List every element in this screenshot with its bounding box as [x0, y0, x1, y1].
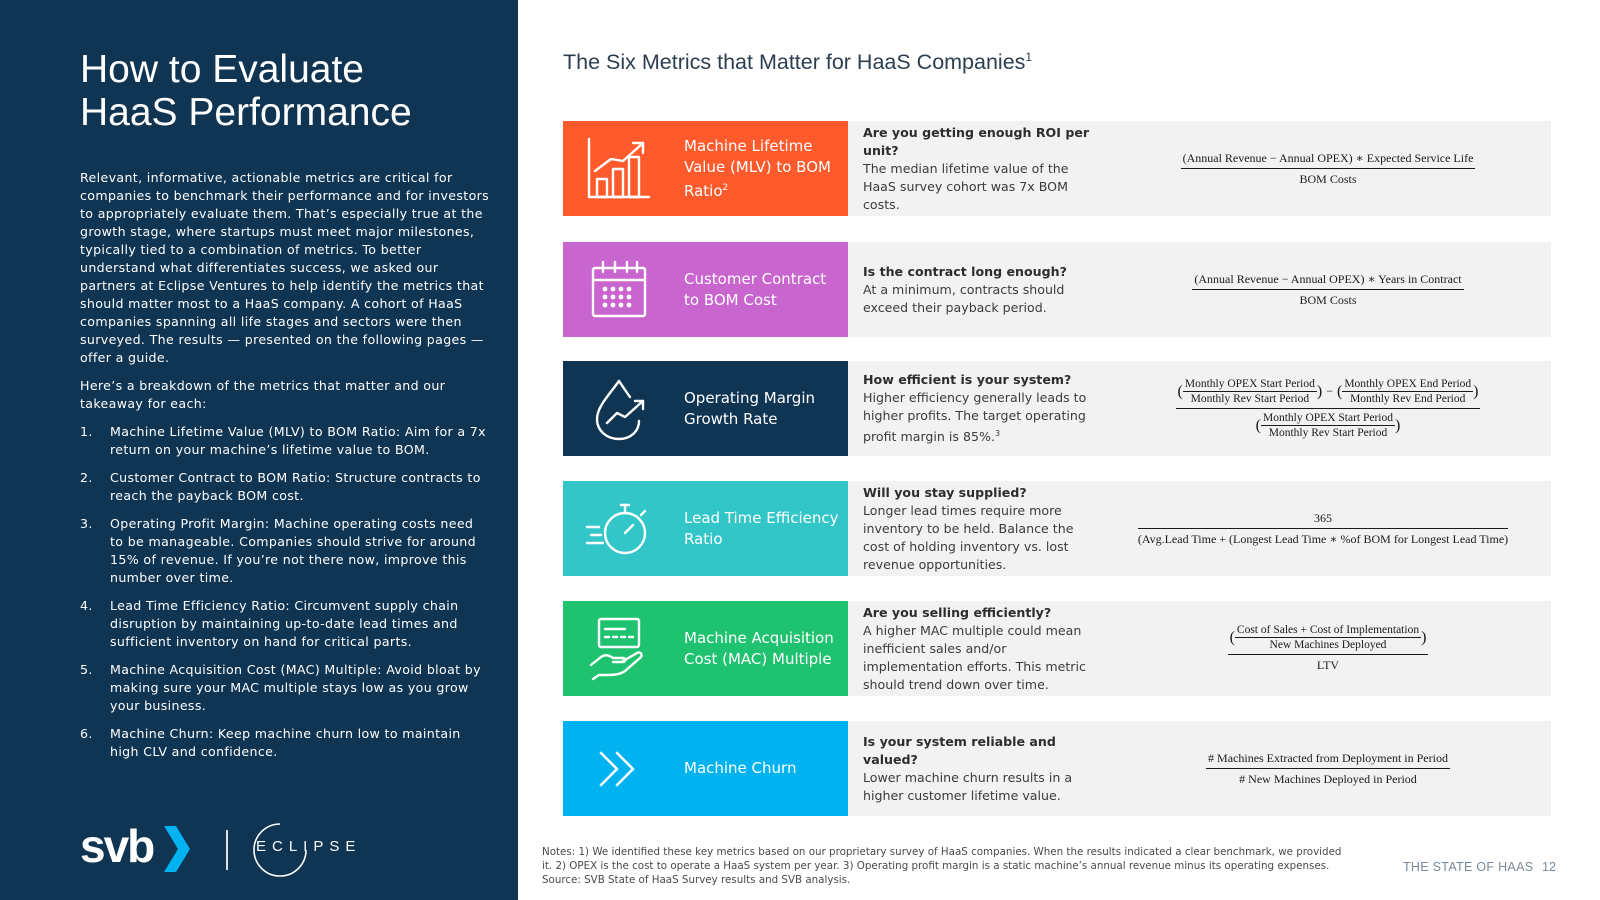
- formula-term: Monthly Rev Start Period: [1268, 426, 1388, 439]
- formula-operator: −: [1326, 384, 1333, 398]
- formula-term: Monthly Rev End Period: [1350, 392, 1466, 405]
- page-heading-line1: How to Evaluate: [80, 48, 364, 91]
- formula-denominator: # New Machines Deployed in Period: [1239, 771, 1417, 786]
- metric-question: Are you getting enough ROI per unit?: [863, 124, 1090, 158]
- formula-numerator: (Annual Revenue − Annual OPEX) ∗ Expected Service Life: [1181, 151, 1476, 169]
- hand-card-icon: [585, 615, 653, 683]
- metric-body: [848, 481, 1551, 576]
- list-text: Operating Profit Margin: Machine operating costs need to be manageable. Companies should strive for around 15% of revenue. If you’re not there now, improve this number over time.: [110, 516, 476, 585]
- footnote-ref: 2: [722, 182, 729, 193]
- list-item: [80, 597, 490, 651]
- page-number: 12: [1542, 860, 1556, 874]
- list-number: 6.: [80, 726, 93, 741]
- metric-formula: ( $\frac{\text{Cost of Sales + Cost of Implementation}}{\text{New Machines Deployed}}$ ) LTV: [1229, 624, 1427, 672]
- logo-divider: [226, 830, 228, 870]
- metric-label: Machine Acquisition Cost (MAC) Multiple: [684, 628, 834, 668]
- metric-formula: ( $\frac{\text{Monthly OPEX Start Period}}{\text{Monthly Rev Start Period}}$ ) − ( $\frac{\text{Monthly OPEX End Period}}{\text{Monthly Rev End Period}}$ ) ( $\frac{\text{Monthly OPEX Start Period}}{\text{Monthly Rev Start Period}}$ ): [1177, 377, 1479, 439]
- metric-tile: [563, 121, 848, 216]
- list-number: 1.: [80, 424, 93, 439]
- metric-question-block: [863, 481, 1103, 576]
- metrics-title-text: The Six Metrics that Matter for HaaS Companies: [563, 50, 1026, 75]
- metric-question-block: [863, 361, 1103, 456]
- bar-chart-growth-icon: [585, 135, 653, 203]
- formula-denominator: (Avg.Lead Time + (Longest Lead Time ∗ %of BOM for Longest Lead Time): [1137, 531, 1509, 546]
- footnotes: [542, 845, 1382, 887]
- footnote-line: it. 2) OPEX is the cost to operate a HaaS system per year. 3) Operating profit margin is a static machine’s annual revenue minus its operating expenses.: [542, 860, 1330, 872]
- metric-tile: [563, 242, 848, 337]
- eclipse-logo: ECLIPSE: [256, 838, 362, 855]
- formula-term: Cost of Sales + Cost of Implementation: [1236, 624, 1420, 636]
- metric-question-block: [863, 601, 1103, 696]
- metric-row-mac: [563, 601, 1551, 696]
- metric-question: Is the contract long enough?: [863, 263, 1067, 279]
- formula-numerator: # Machines Extracted from Deployment in Period: [1206, 751, 1450, 769]
- formula-numerator: (Annual Revenue − Annual OPEX) ∗ Years in Contract: [1192, 272, 1463, 290]
- svb-logo: svb: [80, 820, 154, 872]
- metrics-takeaway-list: [80, 423, 490, 761]
- double-chevron-icon: [585, 735, 653, 803]
- list-item: [80, 725, 490, 761]
- list-text: Machine Lifetime Value (MLV) to BOM Ratio: Aim for a 7x return on your machine’s lifetime value to BOM.: [110, 424, 486, 457]
- intro-text-block: [80, 169, 490, 771]
- formula-term: Monthly OPEX Start Period: [1184, 377, 1315, 390]
- footnote-ref: 3: [994, 428, 1001, 438]
- metric-description: The median lifetime value of the HaaS survey cohort was 7x BOM costs.: [863, 160, 1069, 212]
- partner-logos: [80, 820, 380, 876]
- left-panel: [0, 0, 518, 900]
- metric-tile: [563, 601, 848, 696]
- metric-label: Lead Time Efficiency Ratio: [684, 508, 839, 548]
- metric-description: At a minimum, contracts should exceed their payback period.: [863, 281, 1065, 315]
- metric-question: Are you selling efficiently?: [863, 604, 1052, 620]
- footnote-ref: 1: [1025, 50, 1033, 64]
- metric-body: [848, 242, 1551, 337]
- metrics-title: [563, 50, 1032, 75]
- list-number: 4.: [80, 598, 93, 613]
- formula-denominator: BOM Costs: [1299, 171, 1357, 186]
- droplet-growth-icon: [585, 375, 653, 443]
- metric-row-operating-margin: [563, 361, 1551, 456]
- metric-description: Longer lead times require more inventory to be held. Balance the cost of holding inventory vs. lost revenue opportunities.: [863, 502, 1074, 572]
- metric-row-churn: [563, 721, 1551, 816]
- metric-tile: [563, 481, 848, 576]
- metric-tile: [563, 361, 848, 456]
- formula-term: Monthly OPEX Start Period: [1262, 411, 1393, 424]
- metric-row-lead-time: [563, 481, 1551, 576]
- metric-question: How efficient is your system?: [863, 371, 1072, 387]
- list-number: 2.: [80, 470, 93, 485]
- metric-formula: [1138, 242, 1518, 337]
- metric-row-mlv: [563, 121, 1551, 216]
- metric-label: Operating Margin Growth Rate: [684, 388, 815, 428]
- breakdown-intro: Here’s a breakdown of the metrics that matter and our takeaway for each:: [80, 378, 446, 411]
- metric-question-block: [863, 242, 1103, 337]
- footnote-line: Notes: 1) We identified these key metrics based on our proprietary survey of HaaS companies. When the results indicated a clear benchmark, we provided: [542, 846, 1342, 858]
- page-heading: [80, 48, 500, 134]
- list-item: [80, 661, 490, 715]
- metric-label: Machine Churn: [684, 759, 797, 777]
- metric-question: Will you stay supplied?: [863, 484, 1027, 500]
- formula-denominator: BOM Costs: [1299, 292, 1357, 307]
- metric-body: [848, 121, 1551, 216]
- list-number: 5.: [80, 662, 93, 677]
- formula-term: Monthly OPEX End Period: [1344, 377, 1472, 390]
- source-line: Source: SVB State of HaaS Survey results and SVB analysis.: [542, 874, 851, 886]
- formula-denominator: LTV: [1316, 658, 1340, 672]
- metric-description: A higher MAC multiple could mean inefficient sales and/or implementation efforts. This metric should trend down over time.: [863, 622, 1086, 692]
- list-item: [80, 515, 490, 587]
- intro-paragraph: Relevant, informative, actionable metrics are critical for companies to benchmark their performance and for investors to appropriately evaluate them. That’s especially true at the growth stage, where startups must meet major milestones, typically tied to a combination of metrics. To better understand what differentiates success, we asked our partners at Eclipse Ventures to help identify the metrics that should matter most to a HaaS company. A cohort of HaaS companies spanning all life stages and sectors were then surveyed. The results — presented on the following pages — offer a guide.: [80, 170, 490, 365]
- metric-label: [684, 121, 844, 216]
- list-text: Machine Churn: Keep machine churn low to maintain high CLV and confidence.: [110, 726, 461, 759]
- metric-label: Customer Contract to BOM Cost: [684, 269, 827, 309]
- stopwatch-icon: [585, 495, 653, 563]
- report-label: THE STATE OF HAAS: [1403, 860, 1534, 874]
- formula-numerator: 365: [1138, 511, 1508, 529]
- list-text: Customer Contract to BOM Ratio: Structure contracts to reach the payback BOM cost.: [110, 470, 481, 503]
- formula-term: Monthly Rev Start Period: [1190, 392, 1310, 405]
- metric-formula: [1138, 121, 1518, 216]
- list-text: Lead Time Efficiency Ratio: Circumvent supply chain disruption by maintaining up-to-date lead times and sufficient inventory on hand for critical parts.: [110, 598, 459, 649]
- list-number: 3.: [80, 516, 93, 531]
- metric-body: [848, 601, 1551, 696]
- metric-row-contract: [563, 242, 1551, 337]
- metric-question-block: [863, 721, 1103, 816]
- metric-tile: [563, 721, 848, 816]
- metric-label-text: Machine Lifetime Value (MLV) to BOM Ratio: [684, 136, 831, 200]
- formula-term: New Machines Deployed: [1269, 639, 1387, 651]
- metric-body: [848, 721, 1551, 816]
- calendar-icon: [585, 256, 653, 324]
- list-item: [80, 469, 490, 505]
- list-item: [80, 423, 490, 459]
- metric-description: Higher efficiency generally leads to higher profits. The target operating profit margin is 85%.: [863, 389, 1087, 445]
- metric-formula: [1103, 481, 1543, 576]
- list-text: Machine Acquisition Cost (MAC) Multiple: Avoid bloat by making sure your MAC multiple stays low as you grow your business.: [110, 662, 481, 713]
- page-heading-line2: HaaS Performance: [80, 91, 412, 134]
- metric-description: Lower machine churn results in a higher customer lifetime value.: [863, 769, 1073, 803]
- metric-question-block: [863, 121, 1103, 216]
- metric-formula: [1138, 721, 1518, 816]
- metric-body: [848, 361, 1551, 456]
- svb-chevron-icon: [162, 826, 190, 872]
- metric-question: Is your system reliable and valued?: [863, 733, 1056, 767]
